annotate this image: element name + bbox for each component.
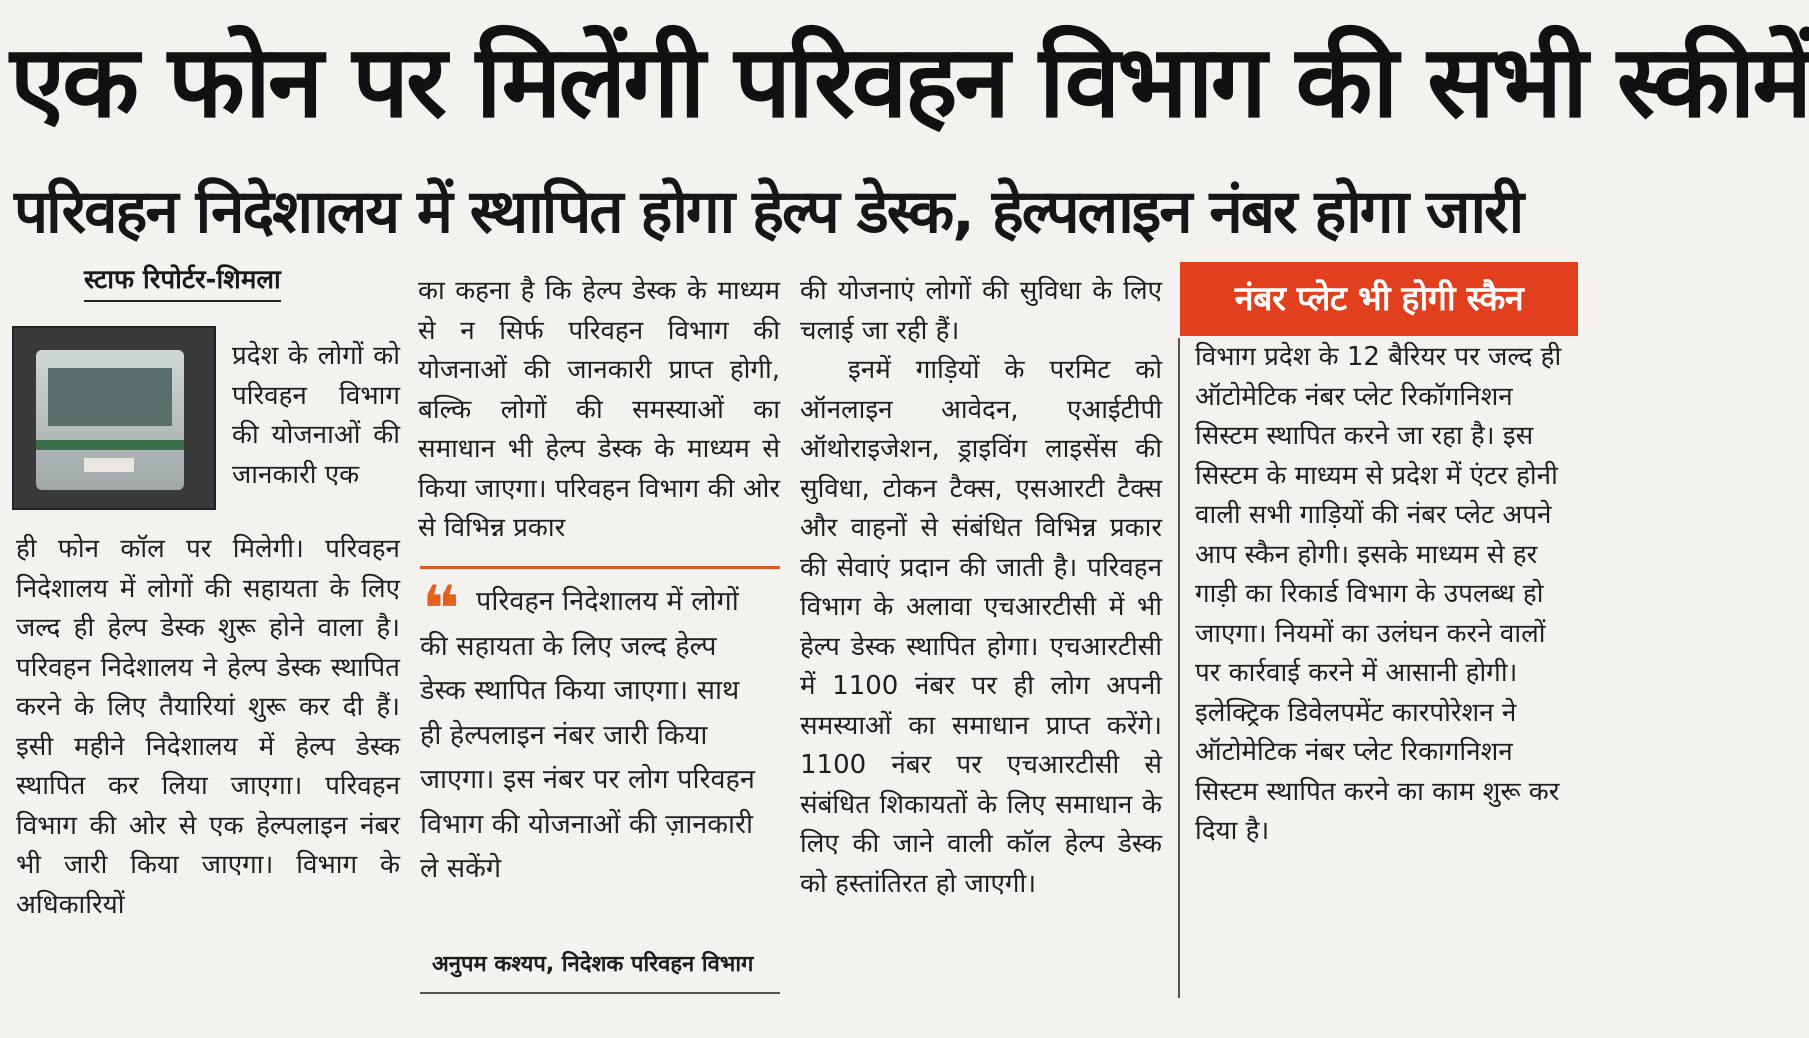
column-2-paragraph: का कहना है कि हेल्प डेस्क के माध्यम से न सिर्फ परिवहन विभाग की योजनाओं की जानकारी प्राप्त होगी, बल्कि लोगों की समस्याओं का समाधान भी हेल्प डेस्क के माध्यम से किया जाएगा। परिवहन विभाग की ओर से विभिन्न प्रकार <box>418 276 780 543</box>
column-3-paragraph-1: की योजनाएं लोगों की सुविधा के लिए चलाई जा रही हैं। <box>800 276 1162 346</box>
bus-photo <box>12 326 216 510</box>
column-1-top-text <box>232 337 400 495</box>
sidebar-header: नंबर प्लेट भी होगी स्कैन <box>1180 262 1578 336</box>
pull-quote <box>420 573 760 892</box>
column-3-paragraph-2: इनमें गाड़ियों के परमिट को ऑनलाइन आवेदन, एआईटीपी ऑथोराइजेशन, ड्राइविंग लाइसेंस की सुविधा, टोकन टैक्स, एसआरटी टैक्स और वाहनों से संबंधित विभिन्न प्रकार की सेवाएं प्रदान की जाती है। परिवहन विभाग के अलावा एचआरटीसी में भी हेल्प डेस्क स्थापित होगा। एचआरटीसी में 1100 नंबर पर ही लोग अपनी समस्याओं का समाधान प्राप्त करेंगे। 1100 नंबर पर एचआरटीसी से संबंधित शिकायतों के लिए समाधान के लिए की जाने वाली कॉल हेल्प डेस्क को हस्तांतिरत हो जाएगी। <box>800 355 1162 899</box>
byline: स्टाफ रिपोर्टर-शिमला <box>84 262 281 302</box>
quote-divider <box>420 566 780 569</box>
attribution-divider <box>420 992 780 994</box>
column-3 <box>800 272 1162 904</box>
column-1 <box>16 530 400 925</box>
sidebar-paragraph: विभाग प्रदेश के 12 बैरियर पर जल्द ही ऑटोमेटिक नंबर प्लेट रिकॉगनिशन सिस्टम स्थापित करने जा रहा है। इस सिस्टम के माध्यम से प्रदेश में एंटर होनी वाली सभी गाड़ियों की नंबर प्लेट अपने आप स्कैन होगी। इसके माध्यम से हर गाड़ी का रिकार्ड विभाग के उपलब्ध हो जाएगा। नियमों का उलंघन करने वालों पर कार्रवाई करने में आसानी होगी। इलेक्ट्रिक डिवेलपमेंट कारपोरेशन ने ऑटोमेटिक नंबर प्लेट रिकागनिशन सिस्टम स्थापित करने का काम शुरू कर दिया है। <box>1195 342 1562 846</box>
sidebar-divider <box>1178 338 1180 998</box>
column-2 <box>418 272 780 549</box>
bus-plate <box>84 458 134 472</box>
quote-attribution: अनुपम कश्यप, निदेशक परिवहन विभाग <box>432 952 754 977</box>
pull-quote-text: परिवहन निदेशालय में लोगों की सहायता के लिए जल्द हेल्प डेस्क स्थापित किया जाएगा। साथ ही हेल्पलाइन नंबर जारी किया जाएगा। इस नंबर पर लोग परिवहन विभाग की योजनाओं की ज़ानकारी ले सकेंगे <box>420 586 755 884</box>
bus-stripe <box>36 440 184 450</box>
subheadline: परिवहन निदेशालय में स्थापित होगा हेल्प डेस्क, हेल्पलाइन नंबर होगा जारी <box>14 177 1523 247</box>
sidebar-body <box>1195 338 1575 852</box>
column-1-top-paragraph: प्रदेश के लोगों को परिवहन विभाग की योजनाओं की जानकारी एक <box>232 341 400 490</box>
headline: एक फोन पर मिलेंगी परिवहन विभाग की सभी स्कीमें <box>10 23 1809 140</box>
column-1-paragraph: ही फोन कॉल पर मिलेगी। परिवहन निदेशालय में लोगों की सहायता के लिए जल्द ही हेल्प डेस्क शुरू होने वाला है। परिवहन निदेशालय ने हेल्प डेस्क स्थापित करने के लिए तैयारियां शुरू कर दी हैं। इसी महीने निदेशालय में हेल्प डेस्क स्थापित कर लिया जाएगा। परिवहन विभाग की ओर से एक हेल्पलाइन नंबर भी जारी किया जाएगा। विभाग के अधिकारियों <box>16 534 400 920</box>
bus-window <box>48 368 172 426</box>
quote-mark-icon: ❝ <box>422 573 460 647</box>
